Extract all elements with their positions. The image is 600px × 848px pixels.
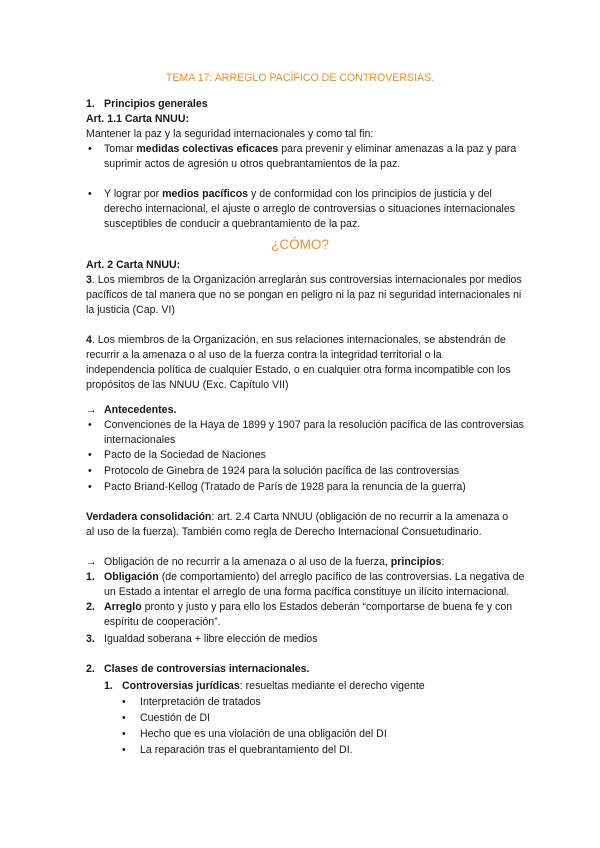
bullet-icon: •: [122, 712, 126, 724]
art-2-para-4-line-3: independencia política de cualquier Estado, o en cualquier otra forma incompatible con los: [86, 364, 511, 376]
section-2-number: 2.: [86, 663, 95, 675]
section-1-number: 1.: [86, 98, 95, 110]
bullet-icon: •: [88, 449, 92, 461]
como-heading: ¿CÓMO?: [271, 237, 329, 252]
juridica-item-3: Hecho que es una violación de una obligación del DI: [140, 728, 387, 740]
arrow-icon: →: [86, 556, 97, 568]
art-2-para-3-line-2: pacíficos de tal manera que no se pongan en peligro ni la paz ni seguridad internacionales ni: [86, 289, 522, 301]
bullet-icon: •: [88, 143, 92, 155]
antecedente-1-line-2: internacionales: [104, 434, 176, 446]
art-1-1-heading: Art. 1.1 Carta NNUU:: [86, 113, 190, 125]
document-title: TEMA 17: ARREGLO PACÍFICO DE CONTROVERSIAS.: [165, 72, 435, 84]
juridica-item-1: Interpretación de tratados: [140, 696, 261, 708]
antecedente-4: Pacto Briand-Kellog (Tratado de París de 1928 para la renuncia de la guerra): [104, 481, 466, 493]
art-2-heading: Art. 2 Carta NNUU:: [86, 259, 181, 271]
arrow-icon: →: [86, 404, 97, 416]
section-2-1-number: 1.: [104, 680, 113, 692]
principio-2-number: 2.: [86, 601, 95, 613]
art-1-1-intro: Mantener la paz y la seguridad internacionales y como tal fin:: [86, 128, 374, 140]
section-1-heading: Principios generales: [104, 98, 208, 110]
art-2-para-4-line-1: 4. Los miembros de la Organización, en sus relaciones internacionales, se abstendrán de: [86, 334, 506, 346]
bullet-icon: •: [122, 728, 126, 740]
bullet-icon: •: [122, 744, 126, 756]
antecedente-2: Pacto de la Sociedad de Naciones: [104, 449, 266, 461]
art-2-para-3-line-3: la justicia (Cap. VI): [86, 304, 175, 316]
principio-1-line-2: un Estado a intentar el arreglo de una forma pacífica constituye un ilícito internacional.: [104, 586, 510, 598]
consolidacion-line-1: Verdadera consolidación: art. 2.4 Carta NNUU (obligación de no recurrir a la amenaza o: [86, 511, 509, 523]
bullet-icon: •: [88, 465, 92, 477]
bullet-medidas-line-1: Tomar medidas colectivas eficaces para prevenir y eliminar amenazas a la paz y para: [104, 143, 517, 155]
antecedente-3: Protocolo de Ginebra de 1924 para la solución pacífica de las controversias: [104, 465, 460, 477]
bullet-icon: •: [122, 696, 126, 708]
art-2-para-4-line-4: propósitos de las NNUU (Exc. Capítulo VII): [86, 379, 289, 391]
principio-2-line-2: espíritu de cooperación”.: [104, 616, 221, 628]
juridica-item-4: La reparación tras el quebrantamiento del DI.: [140, 744, 353, 756]
principio-3: Igualdad soberana + libre elección de medios: [104, 633, 318, 645]
bullet-icon: •: [88, 419, 92, 431]
consolidacion-line-2: al uso de la fuerza). También como regla de Derecho Internacional Consuetudinario.: [86, 526, 482, 538]
antecedente-1-line-1: Convenciones de la Haya de 1899 y 1907 para la resolución pacífica de las controversias: [104, 419, 524, 431]
bullet-medidas-line-2: suprimir actos de agresión u otros quebrantamientos de la paz.: [104, 158, 401, 170]
bullet-medios-line-1: Y lograr por medios pacíficos y de conformidad con los principios de justicia y del: [104, 188, 492, 200]
juridica-item-2: Cuestión de DI: [140, 712, 211, 724]
principio-2-line-1: Arreglo pronto y justo y para ello los Estados deberán “comportarse de buena fe y con: [104, 601, 513, 613]
bullet-medios-line-2: derecho internacional, el ajuste o arreglo de controversias o situaciones internacionales: [104, 203, 516, 215]
bullet-medios-line-3: susceptibles de conducir a quebrantamiento de la paz.: [104, 218, 361, 230]
principio-1-number: 1.: [86, 571, 95, 583]
antecedentes-heading: Antecedentes.: [104, 404, 177, 416]
principio-3-number: 3.: [86, 633, 95, 645]
controversias-juridicas: Controversias jurídicas: resueltas mediante el derecho vigente: [122, 680, 425, 692]
principio-1-line-1: Obligación (de comportamiento) del arreglo pacífico de las controversias. La negativa de: [104, 571, 525, 583]
bullet-icon: •: [88, 188, 92, 200]
obligacion-principios: Obligación de no recurrir a la amenaza o al uso de la fuerza, principios:: [104, 556, 445, 568]
section-2-heading: Clases de controversias internacionales.: [104, 663, 310, 675]
art-2-para-4-line-2: recurrir a la amenaza o al uso de la fuerza contra la integridad territorial o la: [86, 349, 442, 361]
bullet-icon: •: [88, 481, 92, 493]
art-2-para-3-line-1: 3. Los miembros de la Organización arreglarán sus controversias internacionales por medios: [86, 274, 522, 286]
